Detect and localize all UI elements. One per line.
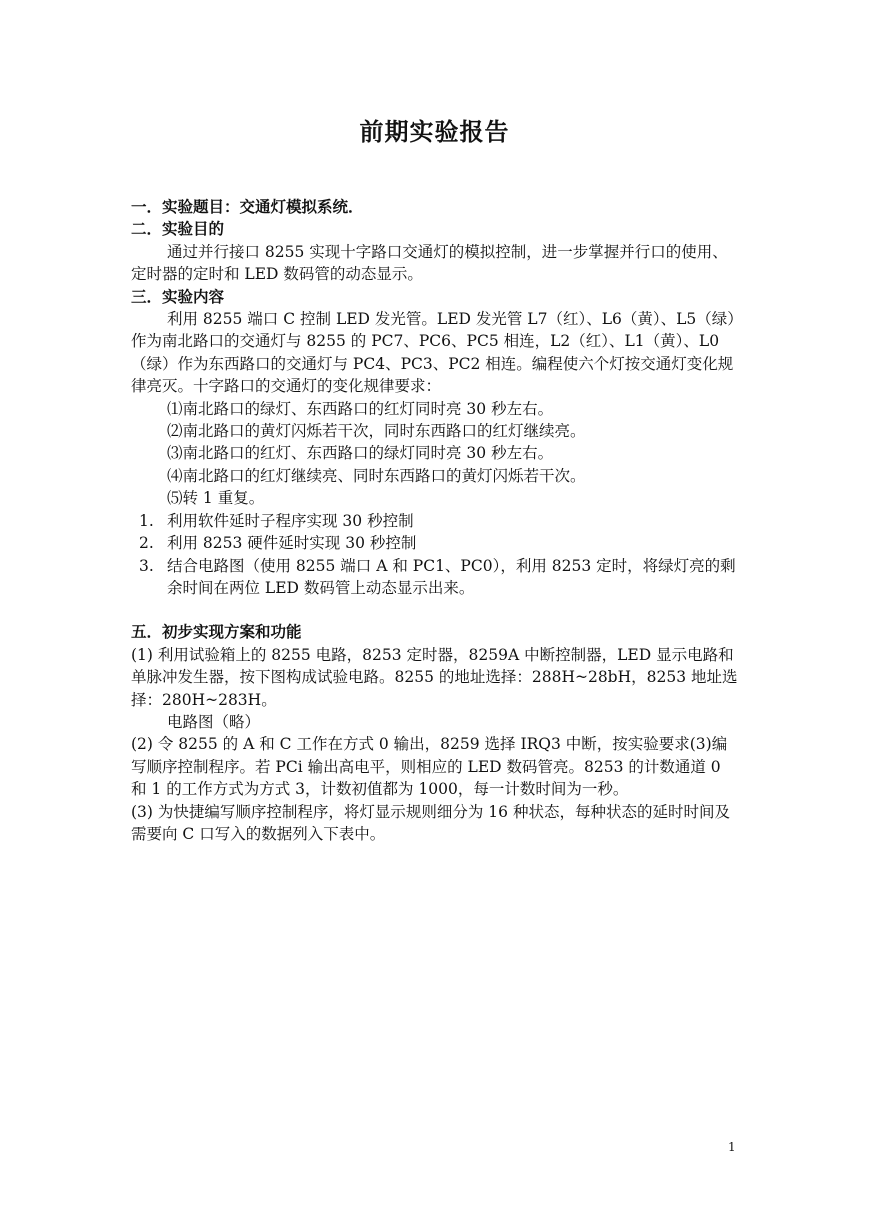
spacer xyxy=(131,599,741,621)
rule-item: ⑸转 1 重复。 xyxy=(167,489,265,508)
section-5-paragraph-1: (1) 利用试验箱上的 8255 电路，8253 定时器，8259A 中断控制器，LED 显示电路和单脉冲发生器，按下图构成试验电路。8255 的地址选择：288H~28bH，8253 地址选择：280H~283H。 xyxy=(131,645,738,709)
section-5-heading: 五．初步实现方案和功能 xyxy=(131,622,302,642)
rule-item: ⑷南北路口的红灯继续亮、同时东西路口的黄灯闪烁若干次。 xyxy=(167,466,586,485)
section-2-heading: 二．实验目的 xyxy=(131,219,225,239)
task-text: 利用软件延时子程序实现 30 秒控制 xyxy=(167,511,414,530)
section-5-paragraph-3: (3) 为快捷编写顺序控制程序，将灯显示规则细分为 16 种状态，每种状态的延时时间及需要向 C 口写入的数据列入下表中。 xyxy=(131,802,730,843)
task-number: 1. xyxy=(139,511,154,530)
task-text: 结合电路图（使用 8255 端口 A 和 PC1、PC0），利用 8253 定时，将绿灯亮的剩余时间在两位 LED 数码管上动态显示出来。 xyxy=(167,556,736,597)
task-item xyxy=(131,532,741,554)
section-5-paragraph-2: (2) 令 8255 的 A 和 C 工作在方式 0 输出，8259 选择 IRQ3 中断，按实验要求(3)编写顺序控制程序。若 PCi 输出高电平，则相应的 LED 数码管亮。8253 的计数通道 0 和 1 的工作方式为方式 3，计数初值都为 1000，每一计数时间为一秒。 xyxy=(131,735,728,799)
rule-item: ⑴南北路口的绿灯、东西路口的红灯同时亮 30 秒左右。 xyxy=(167,399,554,418)
section-1-heading: 一．实验题目：交通灯模拟系统． xyxy=(131,197,364,216)
task-item xyxy=(131,510,741,532)
page-title: 前期实验报告 xyxy=(359,117,510,146)
rule-item: ⑵南北路口的黄灯闪烁若干次，同时东西路口的红灯继续亮。 xyxy=(167,422,586,441)
rule-item: ⑶南北路口的红灯、东西路口的绿灯同时亮 30 秒左右。 xyxy=(167,444,554,463)
task-item xyxy=(131,555,741,600)
task-text: 利用 8253 硬件延时实现 30 秒控制 xyxy=(167,534,417,553)
section-2-paragraph: 通过并行接口 8255 实现十字路口交通灯的模拟控制，进一步掌握并行口的使用、定时器的定时和 LED 数码管的动态显示。 xyxy=(131,242,728,284)
section-3-heading: 三．实验内容 xyxy=(131,286,225,306)
section-3-paragraph: 利用 8255 端口 C 控制 LED 发光管。LED 发光管 L7（红）、L6（黄）、L5（绿）作为南北路口的交通灯与 8255 的 PC7、PC6、PC5 相连，L2（红）、L1（黄）、L0（绿）作为东西路口的交通灯与 PC4、PC3、PC2 相连。编程使六个灯按交通灯变化规律亮灭。十字路口的交通灯的变化规律要求： xyxy=(131,310,736,396)
document-body xyxy=(131,196,741,845)
task-number: 2. xyxy=(139,534,154,553)
page-number: 1 xyxy=(728,1140,736,1154)
task-number: 3. xyxy=(139,556,154,575)
circuit-diagram-note: 电路图（略） xyxy=(167,712,261,731)
